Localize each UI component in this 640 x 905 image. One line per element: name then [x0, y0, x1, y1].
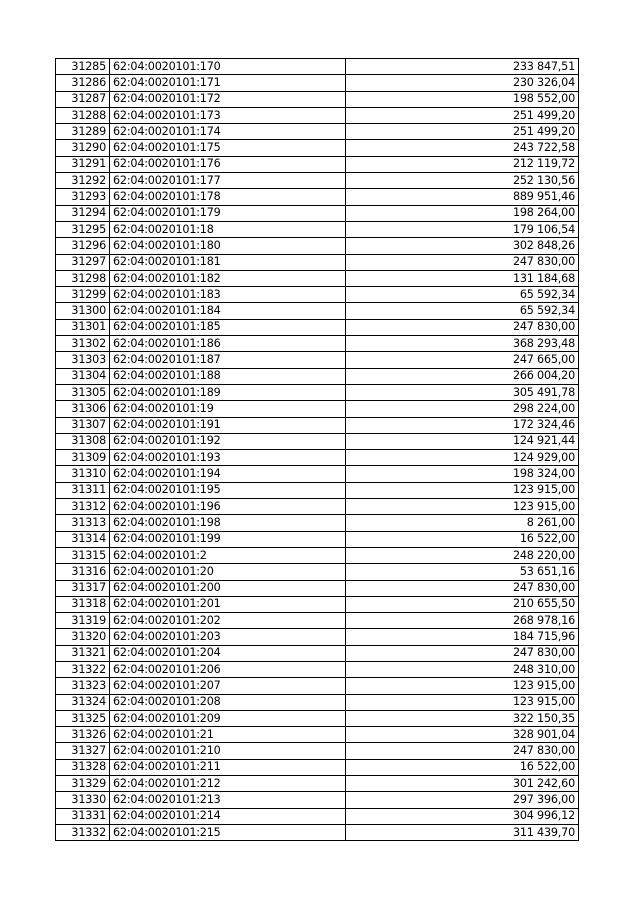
table-row	[56, 384, 579, 400]
table-row	[56, 759, 579, 775]
cadastral-value-cell: 198 324,00	[346, 466, 579, 482]
row-number-cell: 31329	[56, 776, 110, 792]
table-row	[56, 59, 579, 75]
row-number-cell: 31305	[56, 384, 110, 400]
row-number-cell: 31293	[56, 189, 110, 205]
row-number-cell: 31306	[56, 401, 110, 417]
row-number-cell: 31302	[56, 336, 110, 352]
cadastral-number-cell: 62:04:0020101:198	[110, 515, 346, 531]
table-row	[56, 156, 579, 172]
cadastral-value-cell: 247 830,00	[346, 743, 579, 759]
row-number-cell: 31325	[56, 710, 110, 726]
table-row	[56, 580, 579, 596]
cadastral-value-cell: 124 929,00	[346, 450, 579, 466]
cadastral-number-cell: 62:04:0020101:212	[110, 776, 346, 792]
row-number-cell: 31321	[56, 645, 110, 661]
cadastral-value-cell: 123 915,00	[346, 694, 579, 710]
table-row	[56, 596, 579, 612]
cadastral-value-cell: 123 915,00	[346, 678, 579, 694]
cadastral-number-cell: 62:04:0020101:195	[110, 482, 346, 498]
cadastral-value-cell: 251 499,20	[346, 124, 579, 140]
row-number-cell: 31320	[56, 629, 110, 645]
row-number-cell: 31299	[56, 287, 110, 303]
table-row	[56, 319, 579, 335]
row-number-cell: 31330	[56, 792, 110, 808]
table-row	[56, 743, 579, 759]
cadastral-value-cell: 184 715,96	[346, 629, 579, 645]
row-number-cell: 31312	[56, 499, 110, 515]
cadastral-value-cell: 247 665,00	[346, 352, 579, 368]
cadastral-value-cell: 123 915,00	[346, 482, 579, 498]
cadastral-value-cell: 16 522,00	[346, 759, 579, 775]
table-row	[56, 710, 579, 726]
cadastral-number-cell: 62:04:0020101:204	[110, 645, 346, 661]
table-row	[56, 107, 579, 123]
row-number-cell: 31308	[56, 433, 110, 449]
table-row	[56, 645, 579, 661]
cadastral-number-cell: 62:04:0020101:215	[110, 824, 346, 840]
table-row	[56, 270, 579, 286]
cadastral-number-cell: 62:04:0020101:176	[110, 156, 346, 172]
cadastral-number-cell: 62:04:0020101:186	[110, 336, 346, 352]
cadastral-value-cell: 65 592,34	[346, 287, 579, 303]
table-row	[56, 808, 579, 824]
cadastral-number-cell: 62:04:0020101:188	[110, 368, 346, 384]
row-number-cell: 31323	[56, 678, 110, 694]
row-number-cell: 31291	[56, 156, 110, 172]
cadastral-value-cell: 16 522,00	[346, 531, 579, 547]
table-row	[56, 287, 579, 303]
row-number-cell: 31317	[56, 580, 110, 596]
cadastral-value-cell: 243 722,58	[346, 140, 579, 156]
cadastral-value-cell: 268 978,16	[346, 613, 579, 629]
row-number-cell: 31289	[56, 124, 110, 140]
table-row	[56, 221, 579, 237]
table-row	[56, 336, 579, 352]
cadastral-number-cell: 62:04:0020101:199	[110, 531, 346, 547]
row-number-cell: 31301	[56, 319, 110, 335]
row-number-cell: 31297	[56, 254, 110, 270]
cadastral-number-cell: 62:04:0020101:171	[110, 75, 346, 91]
cadastral-value-cell: 248 220,00	[346, 547, 579, 563]
row-number-cell: 31326	[56, 727, 110, 743]
table-row	[56, 547, 579, 563]
table-row	[56, 776, 579, 792]
table-row	[56, 515, 579, 531]
table-row	[56, 173, 579, 189]
cadastral-number-cell: 62:04:0020101:207	[110, 678, 346, 694]
cadastral-number-cell: 62:04:0020101:18	[110, 221, 346, 237]
cadastral-value-cell: 123 915,00	[346, 499, 579, 515]
cadastral-value-table	[55, 58, 579, 841]
cadastral-number-cell: 62:04:0020101:170	[110, 59, 346, 75]
cadastral-number-cell: 62:04:0020101:19	[110, 401, 346, 417]
cadastral-number-cell: 62:04:0020101:184	[110, 303, 346, 319]
cadastral-value-cell: 251 499,20	[346, 107, 579, 123]
cadastral-number-cell: 62:04:0020101:210	[110, 743, 346, 759]
table-row	[56, 694, 579, 710]
cadastral-number-cell: 62:04:0020101:187	[110, 352, 346, 368]
cadastral-number-cell: 62:04:0020101:178	[110, 189, 346, 205]
cadastral-number-cell: 62:04:0020101:182	[110, 270, 346, 286]
cadastral-number-cell: 62:04:0020101:194	[110, 466, 346, 482]
cadastral-value-cell: 304 996,12	[346, 808, 579, 824]
cadastral-value-cell: 301 242,60	[346, 776, 579, 792]
row-number-cell: 31331	[56, 808, 110, 824]
row-number-cell: 31332	[56, 824, 110, 840]
table-row	[56, 466, 579, 482]
cadastral-number-cell: 62:04:0020101:192	[110, 433, 346, 449]
table-row	[56, 254, 579, 270]
table-row	[56, 352, 579, 368]
cadastral-number-cell: 62:04:0020101:175	[110, 140, 346, 156]
cadastral-value-cell: 298 224,00	[346, 401, 579, 417]
row-number-cell: 31318	[56, 596, 110, 612]
cadastral-number-cell: 62:04:0020101:206	[110, 661, 346, 677]
row-number-cell: 31327	[56, 743, 110, 759]
row-number-cell: 31287	[56, 91, 110, 107]
cadastral-number-cell: 62:04:0020101:189	[110, 384, 346, 400]
cadastral-number-cell: 62:04:0020101:174	[110, 124, 346, 140]
table-row	[56, 433, 579, 449]
row-number-cell: 31304	[56, 368, 110, 384]
table-row	[56, 450, 579, 466]
cadastral-value-cell: 297 396,00	[346, 792, 579, 808]
row-number-cell: 31295	[56, 221, 110, 237]
cadastral-value-cell: 8 261,00	[346, 515, 579, 531]
cadastral-number-cell: 62:04:0020101:201	[110, 596, 346, 612]
cadastral-number-cell: 62:04:0020101:200	[110, 580, 346, 596]
table-row	[56, 205, 579, 221]
row-number-cell: 31322	[56, 661, 110, 677]
cadastral-number-cell: 62:04:0020101:20	[110, 564, 346, 580]
cadastral-value-cell: 322 150,35	[346, 710, 579, 726]
table-row	[56, 482, 579, 498]
table-row	[56, 727, 579, 743]
table-body	[56, 59, 579, 841]
row-number-cell: 31292	[56, 173, 110, 189]
cadastral-value-cell: 368 293,48	[346, 336, 579, 352]
cadastral-value-cell: 311 439,70	[346, 824, 579, 840]
table-row	[56, 238, 579, 254]
row-number-cell: 31311	[56, 482, 110, 498]
cadastral-value-cell: 328 901,04	[346, 727, 579, 743]
cadastral-number-cell: 62:04:0020101:183	[110, 287, 346, 303]
cadastral-value-cell: 302 848,26	[346, 238, 579, 254]
row-number-cell: 31314	[56, 531, 110, 547]
row-number-cell: 31324	[56, 694, 110, 710]
row-number-cell: 31294	[56, 205, 110, 221]
cadastral-value-cell: 179 106,54	[346, 221, 579, 237]
cadastral-value-cell: 247 830,00	[346, 645, 579, 661]
cadastral-value-cell: 233 847,51	[346, 59, 579, 75]
table-row	[56, 678, 579, 694]
row-number-cell: 31286	[56, 75, 110, 91]
cadastral-value-cell: 230 326,04	[346, 75, 579, 91]
cadastral-number-cell: 62:04:0020101:173	[110, 107, 346, 123]
table-row	[56, 564, 579, 580]
cadastral-value-cell: 131 184,68	[346, 270, 579, 286]
cadastral-number-cell: 62:04:0020101:185	[110, 319, 346, 335]
cadastral-number-cell: 62:04:0020101:172	[110, 91, 346, 107]
row-number-cell: 31290	[56, 140, 110, 156]
row-number-cell: 31296	[56, 238, 110, 254]
table-row	[56, 661, 579, 677]
table-row	[56, 140, 579, 156]
cadastral-value-cell: 247 830,00	[346, 254, 579, 270]
row-number-cell: 31303	[56, 352, 110, 368]
cadastral-value-cell: 210 655,50	[346, 596, 579, 612]
cadastral-number-cell: 62:04:0020101:21	[110, 727, 346, 743]
cadastral-value-cell: 248 310,00	[346, 661, 579, 677]
row-number-cell: 31313	[56, 515, 110, 531]
cadastral-value-cell: 53 651,16	[346, 564, 579, 580]
cadastral-value-cell: 252 130,56	[346, 173, 579, 189]
cadastral-number-cell: 62:04:0020101:213	[110, 792, 346, 808]
cadastral-number-cell: 62:04:0020101:181	[110, 254, 346, 270]
table-row	[56, 824, 579, 840]
row-number-cell: 31288	[56, 107, 110, 123]
cadastral-number-cell: 62:04:0020101:180	[110, 238, 346, 254]
cadastral-value-cell: 266 004,20	[346, 368, 579, 384]
cadastral-number-cell: 62:04:0020101:202	[110, 613, 346, 629]
cadastral-number-cell: 62:04:0020101:214	[110, 808, 346, 824]
table-row	[56, 792, 579, 808]
cadastral-number-cell: 62:04:0020101:196	[110, 499, 346, 515]
row-number-cell: 31309	[56, 450, 110, 466]
table-row	[56, 124, 579, 140]
cadastral-number-cell: 62:04:0020101:2	[110, 547, 346, 563]
table-row	[56, 629, 579, 645]
row-number-cell: 31310	[56, 466, 110, 482]
table-row	[56, 417, 579, 433]
row-number-cell: 31307	[56, 417, 110, 433]
row-number-cell: 31328	[56, 759, 110, 775]
table-row	[56, 189, 579, 205]
cadastral-number-cell: 62:04:0020101:209	[110, 710, 346, 726]
row-number-cell: 31300	[56, 303, 110, 319]
cadastral-value-cell: 305 491,78	[346, 384, 579, 400]
table-row	[56, 499, 579, 515]
cadastral-value-cell: 198 264,00	[346, 205, 579, 221]
table-row	[56, 91, 579, 107]
cadastral-value-cell: 247 830,00	[346, 580, 579, 596]
cadastral-value-cell: 198 552,00	[346, 91, 579, 107]
cadastral-number-cell: 62:04:0020101:193	[110, 450, 346, 466]
cadastral-value-cell: 65 592,34	[346, 303, 579, 319]
table-row	[56, 401, 579, 417]
table-row	[56, 531, 579, 547]
cadastral-number-cell: 62:04:0020101:191	[110, 417, 346, 433]
table-row	[56, 75, 579, 91]
row-number-cell: 31319	[56, 613, 110, 629]
cadastral-value-cell: 247 830,00	[346, 319, 579, 335]
cadastral-value-cell: 889 951,46	[346, 189, 579, 205]
cadastral-number-cell: 62:04:0020101:179	[110, 205, 346, 221]
cadastral-number-cell: 62:04:0020101:203	[110, 629, 346, 645]
table-row	[56, 613, 579, 629]
cadastral-value-cell: 212 119,72	[346, 156, 579, 172]
table-row	[56, 368, 579, 384]
cadastral-number-cell: 62:04:0020101:211	[110, 759, 346, 775]
cadastral-number-cell: 62:04:0020101:208	[110, 694, 346, 710]
table-row	[56, 303, 579, 319]
row-number-cell: 31298	[56, 270, 110, 286]
row-number-cell: 31316	[56, 564, 110, 580]
cadastral-value-cell: 124 921,44	[346, 433, 579, 449]
row-number-cell: 31315	[56, 547, 110, 563]
row-number-cell: 31285	[56, 59, 110, 75]
cadastral-value-cell: 172 324,46	[346, 417, 579, 433]
cadastral-number-cell: 62:04:0020101:177	[110, 173, 346, 189]
